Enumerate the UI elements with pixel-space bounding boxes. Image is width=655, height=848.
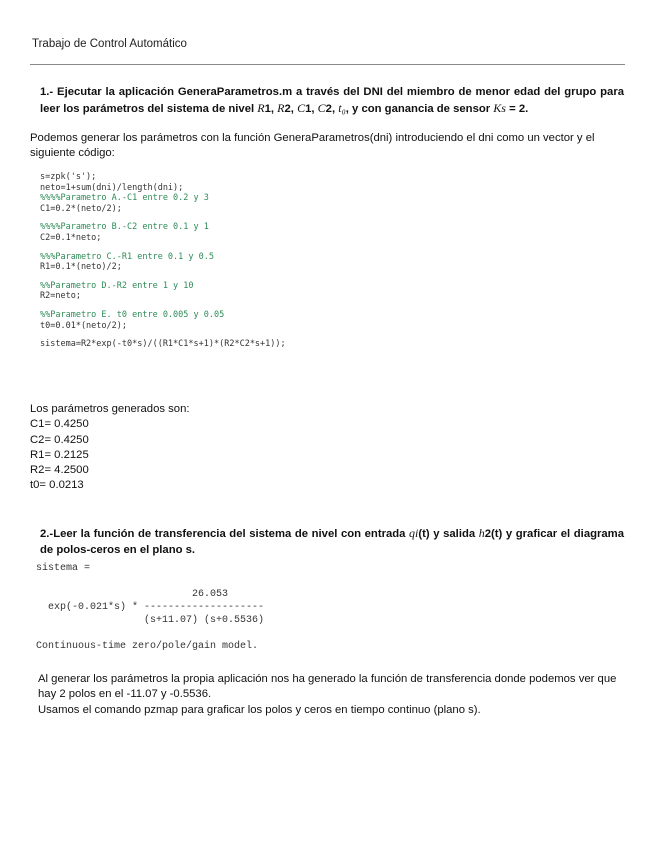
code-line: R2=neto; [40, 291, 81, 302]
matlab-code-block [40, 172, 286, 350]
var-ks: Ks [493, 101, 506, 115]
param-r1: R1= 0.2125 [30, 448, 89, 461]
output-line [36, 575, 264, 588]
question-text: 2(t) y graficar el diagrama de polos-ceros en el plano s. [40, 528, 625, 556]
param-r2: R2= 4.2500 [30, 464, 89, 477]
output-line: 26.053 [36, 589, 229, 600]
code-line: R1=0.1*(neto)/2; [40, 262, 122, 273]
output-line: (s+11.07) (s+0.5536) [36, 615, 265, 626]
var-r: R [257, 101, 265, 115]
var-c: C [317, 101, 326, 115]
var-r: R [277, 101, 285, 115]
question-text: 1, [264, 103, 278, 115]
matlab-output [36, 562, 264, 653]
question-text: 1, [305, 103, 318, 115]
intro-paragraph: Podemos generar los parámetros con la función GeneraParametros(dni) introduciendo el dni como un vector y el siguiente código: [30, 132, 595, 159]
question-text: Leer la función de transferencia del sistema de nivel con entrada [53, 528, 410, 540]
code-line: neto=1+sum(dni)/length(dni); [40, 182, 184, 193]
output-line: Continuous-time zero/pole/gain model. [36, 641, 259, 652]
question-1 [40, 84, 624, 117]
header-divider [30, 64, 625, 65]
code-comment: %%%%Parametro B.-C2 entre 0.1 y 1 [40, 222, 209, 233]
param-c2: C2= 0.4250 [30, 433, 89, 446]
question-number: 1.- [40, 86, 54, 98]
code-comment: %%Parametro E. t0 entre 0.005 y 0.05 [40, 309, 225, 320]
code-line: s=zpk('s'); [40, 172, 97, 182]
question-text: (t) y salida [418, 528, 479, 540]
var-t0: t₀ [338, 101, 346, 115]
code-line: C1=0.2*(neto/2); [40, 203, 122, 214]
params-heading: Los parámetros generados son: [30, 403, 190, 415]
param-t0: t0= 0.0213 [30, 479, 84, 492]
output-line [36, 627, 264, 640]
analysis-paragraph: Al generar los parámetros la propia aplicación nos ha generado la función de transferencia donde podemos ver que hay 2 polos en el -11.07 y -0.5536. [38, 673, 617, 701]
var-qi: qi [409, 526, 419, 540]
code-line: t0=0.01*(neto/2); [40, 320, 127, 331]
analysis-text [38, 672, 628, 718]
code-comment: %%%%Parametro A.-C1 entre 0.2 y 3 [40, 193, 209, 204]
question-text: 2, [284, 103, 298, 115]
code-line: C2=0.1*neto; [40, 232, 102, 243]
output-line: exp(-0.021*s) * -------------------- [36, 602, 265, 613]
question-text: 2, [325, 103, 339, 115]
page-header: Trabajo de Control Automático [32, 38, 187, 50]
question-text: = 2. [505, 103, 529, 115]
param-c1: C1= 0.4250 [30, 418, 89, 431]
question-number: 2.- [40, 528, 54, 540]
parameter-list [30, 402, 190, 494]
question-text: , y con ganancia de sensor [345, 103, 494, 115]
question-2 [40, 525, 624, 558]
question-text: Ejecutar la aplicación GeneraParametros.m a través del DNI del miembro de menor edad del grupo para leer los parámetros del sistema de nivel [40, 86, 624, 115]
var-c: C [297, 101, 306, 115]
code-comment: %%Parametro D.-R2 entre 1 y 10 [40, 280, 194, 291]
var-h: h [478, 526, 485, 540]
code-line: sistema=R2*exp(-t0*s)/((R1*C1*s+1)*(R2*C2*s+1)); [40, 339, 286, 350]
output-line: sistema = [36, 563, 91, 574]
code-comment: %%%Parametro C.-R1 entre 0.1 y 0.5 [40, 251, 214, 262]
analysis-paragraph: Usamos el comando pzmap para graficar los polos y ceros en tiempo continuo (plano s). [38, 703, 481, 716]
